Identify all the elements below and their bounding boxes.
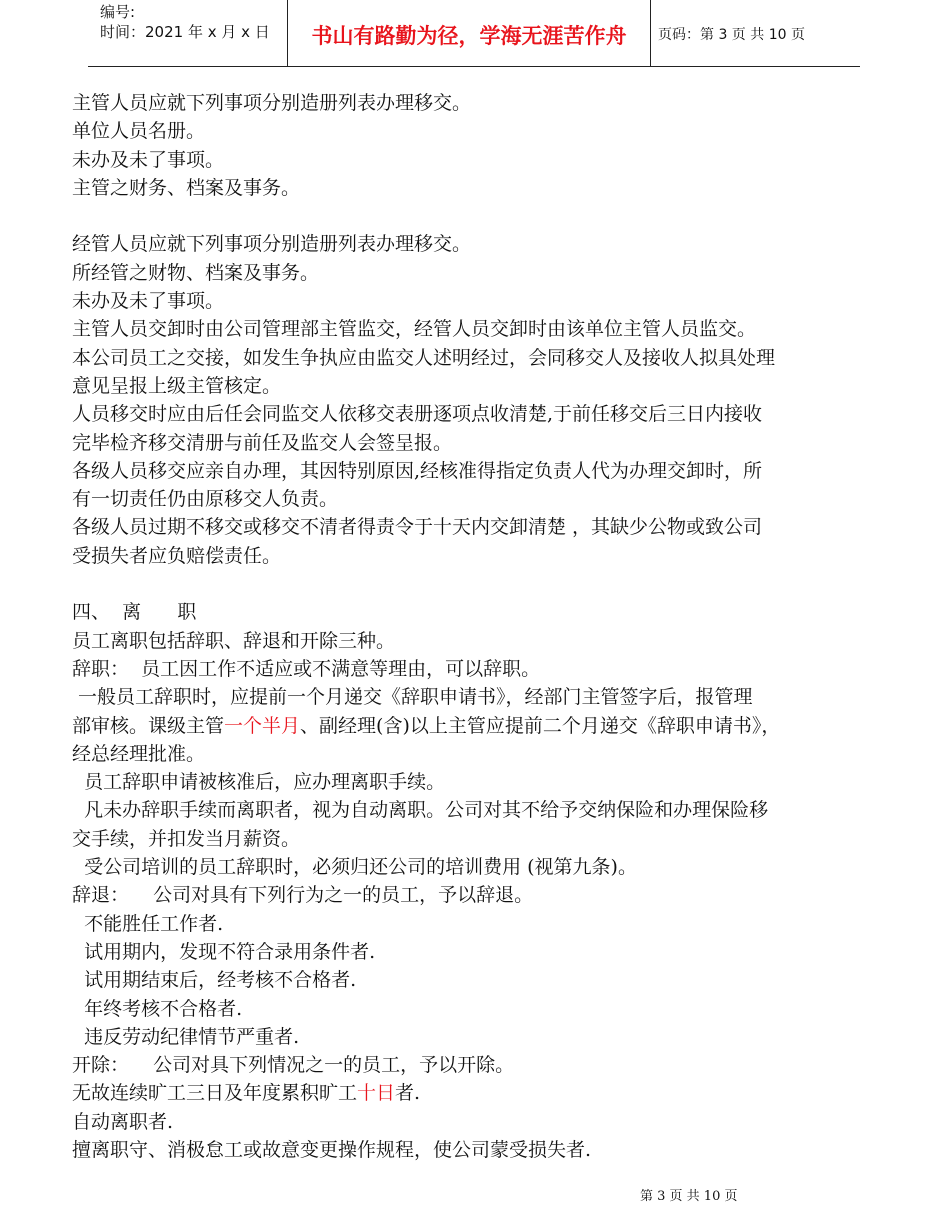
paragraph: 经总经理批准。	[72, 742, 206, 765]
number-label: 编号:	[100, 3, 136, 21]
list-item: 擅离职守、消极怠工或故意变更操作规程，使公司蒙受损失者.	[72, 1138, 592, 1161]
time-label: 时间：2021 年 x 月 x 日	[100, 23, 270, 41]
paragraph: 受损失者应负赔偿责任。	[72, 544, 282, 567]
paragraph: 开除： 公司对具下列情况之一的员工，予以开除。	[72, 1054, 515, 1077]
text-run: 、副经理(含)以上主管应提前二个月递交《辞职申请书》，	[300, 714, 781, 737]
list-item: 试用期结束后，经考核不合格者.	[72, 969, 357, 992]
paragraph: 辞职： 员工因工作不适应或不满意等理由，可以辞职。	[72, 657, 541, 680]
paragraph: 各级人员过期不移交或移交不清者得责令于十天内交卸清楚 ，其缺少公物或致公司	[72, 516, 763, 539]
highlight-text: 一个半月	[224, 714, 301, 737]
text-run: 无故连续旷工三日及年度累积旷工	[72, 1082, 358, 1105]
paragraph: 未办及未了事项。	[72, 148, 225, 171]
paragraph: 完毕检齐移交清册与前任及监交人会签呈报。	[72, 431, 453, 454]
highlight-text: 十日	[357, 1082, 396, 1105]
list-item: 自动离职者.	[72, 1110, 174, 1133]
paragraph: 主管人员应就下列事项分别造册列表办理移交。	[72, 92, 472, 114]
paragraph: 一般员工辞职时，应提前一个月递交《辞职申请书》，经部门主管签字后，报管理	[72, 686, 753, 709]
spacer	[72, 570, 892, 598]
paragraph: 各级人员移交应亲自办理，其因特别原因,经核准得指定负责人代为办理交卸时，所	[72, 459, 763, 482]
paragraph: 辞退： 公司对具有下列行为之一的员工，予以辞退。	[72, 884, 534, 907]
list-item: 年终考核不合格者.	[72, 997, 243, 1020]
paragraph: 凡未办辞职手续而离职者，视为自动离职。公司对其不给予交纳保险和办理保险移	[72, 799, 769, 822]
paragraph: 本公司员工之交接，如发生争执应由监交人述明经过，会同移交人及接收人拟具处理	[72, 346, 776, 369]
text-run: 者.	[395, 1082, 421, 1105]
header-meta	[88, 0, 287, 66]
list-item: 不能胜任工作者.	[72, 912, 224, 935]
paragraph: 有一切责任仍由原移交人负责。	[72, 488, 339, 511]
paragraph: 员工离职包括辞职、辞退和开除三种。	[72, 629, 396, 652]
paragraph: 员工辞职申请被核准后，应办理离职手续。	[72, 771, 446, 794]
list-item: 试用期内，发现不符合录用条件者.	[72, 940, 376, 963]
paragraph: 经管人员应就下列事项分别造册列表办理移交。	[72, 233, 472, 256]
list-item	[72, 1079, 892, 1107]
spacer	[72, 202, 892, 230]
section-title: 四、 离 职	[72, 601, 197, 624]
paragraph: 交手续，并扣发当月薪资。	[72, 827, 301, 850]
paragraph: 受公司培训的员工辞职时，必须归还公司的培训费用 (视第九条)。	[72, 856, 637, 879]
document-body	[72, 89, 892, 1164]
paragraph: 未办及未了事项。	[72, 290, 225, 313]
paragraph: 所经管之财物、档案及事务。	[72, 261, 320, 284]
page-footer: 第 3 页 共 10 页	[640, 1189, 738, 1204]
header-page-info: 页码：第 3 页 共 10 页	[658, 27, 805, 43]
text-run: 部审核。课级主管	[72, 714, 225, 737]
paragraph: 主管人员交卸时由公司管理部主管监交，经管人员交卸时由该单位主管人员监交。	[72, 318, 757, 341]
header-motto: 书山有路勤为径，学海无涯苦作舟	[287, 0, 651, 66]
page-header	[88, 0, 860, 67]
list-item: 违反劳动纪律情节严重者.	[72, 1025, 300, 1048]
paragraph: 主管之财务、档案及事务。	[72, 176, 301, 199]
paragraph: 人员移交时应由后任会同监交人依移交表册逐项点收清楚,于前任移交后三日内接收	[72, 403, 763, 426]
paragraph: 单位人员名册。	[72, 120, 206, 143]
paragraph	[72, 712, 892, 740]
paragraph: 意见呈报上级主管核定。	[72, 374, 282, 397]
